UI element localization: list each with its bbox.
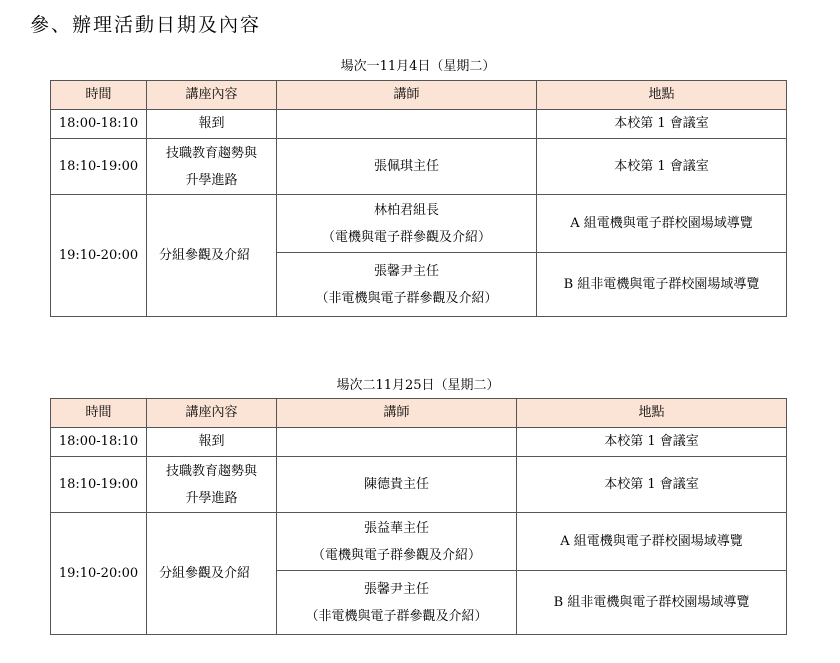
time-cell: 19:10-20:00 <box>51 195 147 317</box>
topic-line-1: 技職教育趨勢與 <box>165 145 257 161</box>
header-speaker: 講師 <box>277 81 537 110</box>
speaker-cell <box>277 513 517 571</box>
topic-cell: 報到 <box>147 428 277 457</box>
header-topic: 講座內容 <box>147 399 277 428</box>
session-2-table <box>50 398 787 635</box>
speaker-name: 林柏君組長 <box>373 202 439 218</box>
header-speaker: 講師 <box>277 399 517 428</box>
table-row <box>51 428 787 457</box>
speaker-cell <box>277 195 537 253</box>
place-cell: B 組非電機與電子群校園場域導覽 <box>537 253 787 317</box>
place-cell: 本校第 1 會議室 <box>537 110 787 139</box>
speaker-cell <box>277 428 517 457</box>
topic-line-2: 升學進路 <box>185 172 238 188</box>
table-row <box>51 110 787 139</box>
table-header-row <box>51 81 787 110</box>
time-cell: 18:00-18:10 <box>51 428 147 457</box>
place-cell: A 組電機與電子群校園場域導覽 <box>537 195 787 253</box>
place-cell: B 組非電機與電子群校園場域導覽 <box>517 571 787 635</box>
topic-cell: 報到 <box>147 110 277 139</box>
speaker-cell <box>277 253 537 317</box>
speaker-cell <box>277 571 517 635</box>
table-row <box>51 457 787 513</box>
time-cell: 19:10-20:00 <box>51 513 147 635</box>
place-cell: 本校第 1 會議室 <box>537 139 787 195</box>
table-row <box>51 513 787 571</box>
speaker-cell <box>277 110 537 139</box>
topic-line-2: 升學進路 <box>185 490 238 506</box>
session-1-table <box>50 80 787 317</box>
speaker-note: （電機與電子群參觀及介紹） <box>321 229 491 245</box>
speaker-cell: 陳德貴主任 <box>277 457 517 513</box>
session-2-caption: 場次二11月25日（星期二） <box>336 378 500 393</box>
speaker-name: 張益華主任 <box>363 520 429 536</box>
speaker-note: （電機與電子群參觀及介紹） <box>311 547 481 563</box>
topic-line-1: 技職教育趨勢與 <box>165 463 257 479</box>
speaker-name: 張馨尹主任 <box>373 263 439 279</box>
header-place: 地點 <box>537 81 787 110</box>
table-row <box>51 139 787 195</box>
speaker-name: 張馨尹主任 <box>363 581 429 597</box>
table-row <box>51 195 787 253</box>
place-cell: 本校第 1 會議室 <box>517 457 787 513</box>
place-cell: A 組電機與電子群校園場域導覽 <box>517 513 787 571</box>
topic-cell: 分組參觀及介紹 <box>147 195 277 317</box>
topic-cell: 分組參觀及介紹 <box>147 513 277 635</box>
time-cell: 18:00-18:10 <box>51 110 147 139</box>
speaker-note: （非電機與電子群參觀及介紹） <box>315 290 498 306</box>
header-time: 時間 <box>51 399 147 428</box>
speaker-cell: 張佩琪主任 <box>277 139 537 195</box>
time-cell: 18:10-19:00 <box>51 139 147 195</box>
topic-cell <box>147 457 277 513</box>
speaker-note: （非電機與電子群參觀及介紹） <box>305 608 488 624</box>
header-topic: 講座內容 <box>147 81 277 110</box>
header-time: 時間 <box>51 81 147 110</box>
time-cell: 18:10-19:00 <box>51 457 147 513</box>
session-1-caption: 場次一11月4日（星期二） <box>340 59 496 74</box>
topic-cell <box>147 139 277 195</box>
section-heading: 參、辦理活動日期及內容 <box>30 14 262 36</box>
table-header-row <box>51 399 787 428</box>
place-cell: 本校第 1 會議室 <box>517 428 787 457</box>
header-place: 地點 <box>517 399 787 428</box>
